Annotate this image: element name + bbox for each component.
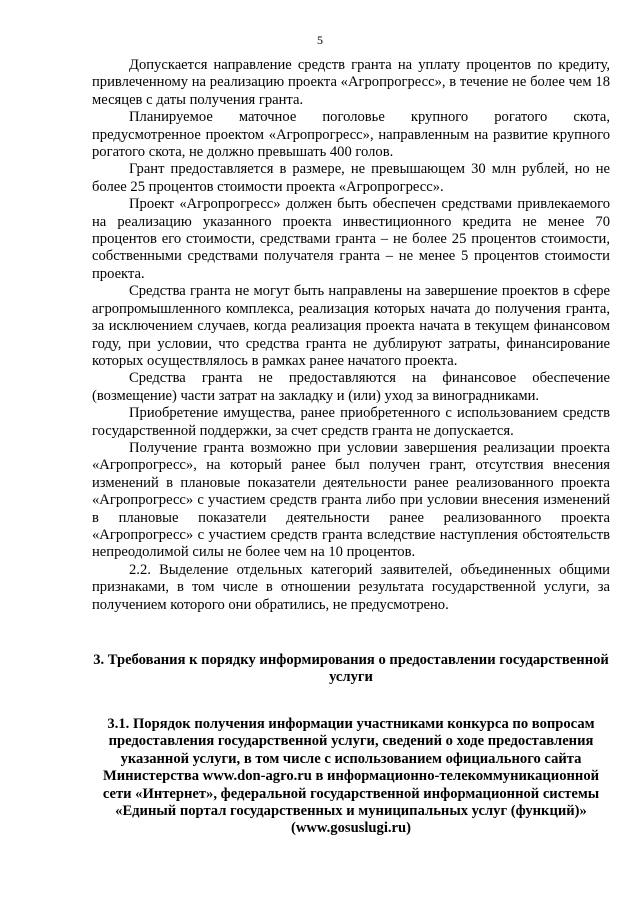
paragraph-2-2: 2.2. Выделение отдельных категорий заявителей, объединенных общими признаками, в том числе в отношении результата государственной услуги, за получением которого они обратились, не предусмотрено. [92, 561, 610, 613]
page-number: 5 [317, 33, 323, 47]
paragraph-grant-amount: Грант предоставляется в размере, не превышающем 30 млн рублей, но не более 25 процентов стоимости проекта «Агропрогресс». [92, 161, 610, 195]
subsection-3-1-title: 3.1. Порядок получения информации участниками конкурса по вопросам предоставления государственной услуги, сведений о ходе предоставления указанной услуги, в том числе с использованием официального сайта Министерства www.don-agro.ru в информационно-телекоммуникационной сети «Интернет», федеральной государственной информационной системы «Единый портал государственных и муниципальных услуг (функций)» (www.gosuslugi.ru) [102, 716, 600, 837]
paragraph-project-financing: Проект «Агропрогресс» должен быть обеспечен средствами привлекаемого на реализацию указанного проекта инвестиционного кредита не менее 70 процентов его стоимости, средствами гранта – не более 25 процентов стоимости, собственными средствами получателя гранта – не менее 5 процентов стоимости проекта. [92, 196, 610, 282]
paragraph-livestock-limit: Планируемое маточное поголовье крупного рогатого скота, предусмотренное проектом «Агропрогресс», направленным на развитие крупного рогатого скота, не должно превышать 400 голов. [92, 109, 610, 161]
section-3-title: 3. Требования к порядку информирования о предоставлении государственной услуги [93, 652, 609, 686]
paragraph-property-acquisition: Приобретение имущества, ранее приобретенного с использованием средств государственной поддержки, за счет средств гранта не допускается. [92, 405, 610, 439]
paragraph-repeat-grant: Получение гранта возможно при условии завершения реализации проекта «Агропрогресс», на который ранее был получен грант, отсутствия внесения изменений в плановые показатели деятельности ранее реализованного проекта «Агропрогресс» с участием средств гранта либо при условии внесения изменений в плановые показатели деятельности ранее реализованного проекта «Агропрогресс» с участием средств гранта вследствие наступления обстоятельств непреодолимой силы не более чем на 10 процентов. [92, 439, 610, 561]
body-text [92, 57, 610, 614]
paragraph-grant-loan-interest: Допускается направление средств гранта на уплату процентов по кредиту, привлеченному на реализацию проекта «Агропрогресс», в течение не более чем 18 месяцев с даты получения гранта. [92, 57, 610, 108]
paragraph-project-completion: Средства гранта не могут быть направлены на завершение проектов в сфере агропромышленного комплекса, реализация которых начата до получения гранта, за исключением случаев, когда реализация проекта начата в текущем финансовом году, при условии, что средства гранта не дублируют затраты, финансирование которых осуществлялось в рамках ранее начатого проекта. [92, 283, 610, 369]
paragraph-vineyards: Средства гранта не предоставляются на финансовое обеспечение (возмещение) части затрат на закладку и (или) уход за виноградниками. [92, 370, 610, 404]
